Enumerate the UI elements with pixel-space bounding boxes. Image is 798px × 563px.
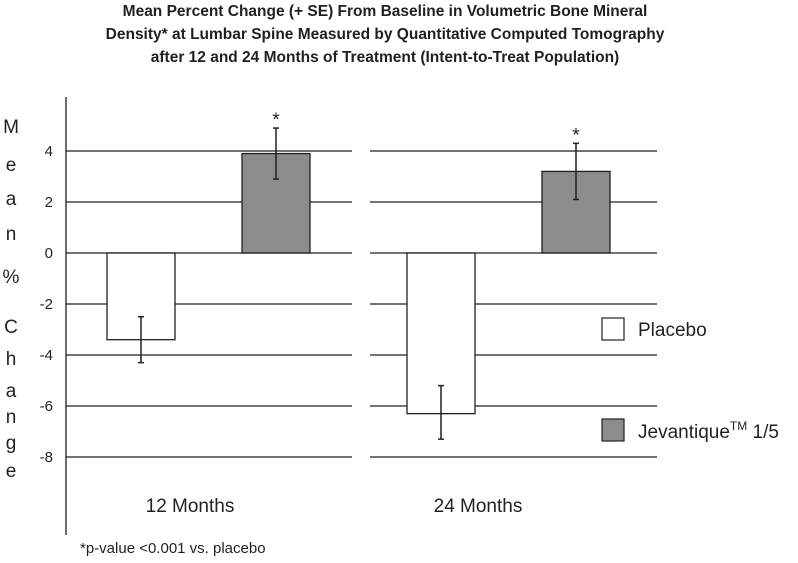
y-tick-label: -2: [39, 296, 53, 313]
bars: [107, 110, 610, 439]
legend-label-placebo: Placebo: [638, 320, 707, 341]
y-axis-label-letter: a: [5, 381, 17, 402]
legend-name: Jevantique: [638, 422, 730, 443]
y-axis-label-letter: %: [2, 267, 20, 288]
legend-label-jevantique: [638, 419, 779, 443]
title-line-3: after 12 and 24 Months of Treatment (Intent-to-Treat Population): [150, 49, 620, 66]
legend-swatch-jevantique: [602, 419, 624, 441]
y-axis-label-letter: M: [3, 117, 19, 138]
x-category-labels: [146, 496, 523, 517]
y-tick-label: 2: [44, 194, 53, 211]
legend-swatch-placebo: [602, 318, 624, 340]
title-line-1: Mean Percent Change (+ SE) From Baseline in Volumetric Bone Mineral: [122, 3, 648, 20]
title-line-2: Density* at Lumbar Spine Measured by Quantitative Computed Tomography: [105, 26, 665, 43]
y-tick-label: -8: [39, 449, 53, 466]
y-axis-label-letter: n: [5, 407, 17, 428]
y-axis-label-letter: e: [5, 461, 17, 482]
y-tick-label: 4: [44, 143, 53, 160]
legend: [602, 318, 779, 443]
x-category-label: 24 Months: [433, 496, 523, 517]
y-tick-labels: [40, 143, 53, 466]
y-axis-label-letter: h: [5, 349, 17, 370]
y-axis-label-letter: g: [5, 433, 17, 454]
y-axis-label: [3, 117, 20, 482]
x-category-label: 12 Months: [145, 496, 235, 517]
legend-suffix: 1/5: [747, 422, 779, 443]
y-axis-label-letter: n: [5, 224, 17, 245]
y-tick-label: 0: [44, 245, 53, 262]
y-tick-label: -6: [39, 398, 53, 415]
footnote: *p-value <0.001 vs. placebo: [80, 540, 266, 557]
legend-trademark: TM: [729, 419, 748, 433]
y-tick-label: -4: [39, 347, 53, 364]
y-axis-label-letter: C: [4, 317, 18, 338]
significance-marker: *: [572, 125, 580, 147]
y-axis-label-letter: a: [5, 189, 17, 210]
significance-marker: *: [272, 110, 280, 132]
y-axis-label-letter: e: [5, 155, 17, 176]
chart-title: [106, 3, 665, 66]
